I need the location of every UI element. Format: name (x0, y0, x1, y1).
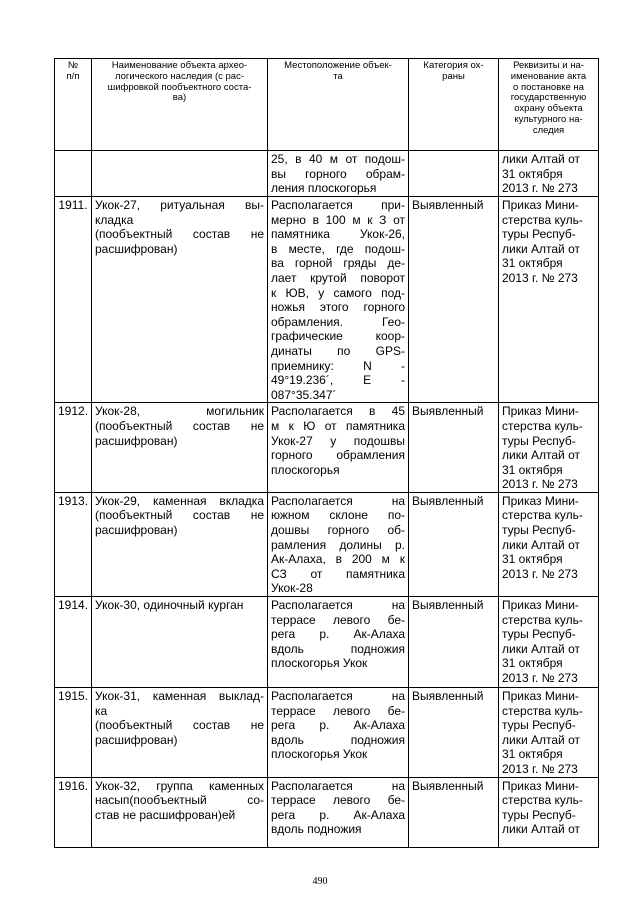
text-line: Укок-31, каменная выклад- (95, 689, 264, 704)
text-line: 31 октября (502, 462, 563, 477)
text-line: охрану объекта (514, 103, 583, 115)
row-number: 1913. (55, 492, 92, 596)
text-line: 31 октября (502, 256, 563, 271)
text-line: ления плоскогорья (271, 181, 377, 196)
text-line: 2013 г. № 273 (502, 270, 578, 285)
act-details-cell (499, 197, 599, 403)
text-line: 2013 г. № 273 (502, 671, 578, 685)
text-line: Реквизиты и на- (513, 60, 584, 71)
table-row (55, 403, 599, 493)
text-line: в месте, где подош- (271, 241, 405, 256)
text-line: 2013 г. № 273 (502, 566, 578, 581)
text-line: Укок-28, могильник (95, 404, 264, 419)
text-line: Располагается при- (271, 198, 405, 212)
text-line: № (67, 60, 79, 71)
location-cell (268, 151, 409, 197)
page-number: 490 (312, 876, 328, 887)
text-line: горного обрамления (271, 448, 405, 463)
text-line: Укок-27, ритуальная вы- (95, 198, 264, 212)
text-line: Укок-32, группа каменных (95, 778, 264, 793)
text-line: дошвы горного об- (271, 523, 405, 538)
text-line: ножья этого горного (271, 300, 405, 315)
header-category (409, 59, 499, 151)
object-name-cell (92, 597, 268, 688)
text-line: туры Респуб- (502, 807, 576, 822)
text-line: п/п (66, 70, 80, 82)
table-row (55, 777, 599, 847)
text-line: расшифрован) (95, 732, 178, 747)
text-line: 31 октября (502, 656, 563, 671)
object-name-cell (92, 197, 268, 403)
text-line: Располагается на (271, 493, 405, 508)
text-line: раны (442, 70, 465, 82)
text-line: Ак-Алаха, в 200 м к (271, 552, 405, 567)
object-name-cell (92, 777, 268, 847)
text-line: Приказ Мини- (502, 404, 579, 419)
text-line: став не расшифрован)ей (95, 807, 236, 822)
text-line: ва горной гряды де- (271, 256, 405, 271)
object-name-cell (92, 151, 268, 197)
text-line: 2013 г. № 273 (502, 181, 578, 196)
text-line: вдоль подножия (271, 641, 405, 656)
text-line: Местоположение объек- (284, 60, 392, 71)
location-cell (268, 688, 409, 778)
text-line: туры Респуб- (502, 433, 576, 448)
text-line: туры Респуб- (502, 627, 576, 642)
category-cell (409, 151, 499, 197)
text-line: (пообъектный состав не (95, 718, 264, 733)
text-line: следия (532, 124, 565, 136)
text-line: 49°19.236´, E - (271, 373, 405, 388)
text-line: СЗ от памятника (271, 566, 405, 581)
text-line: 31 октября (502, 747, 563, 762)
text-line: Наименование объекта архео- (111, 60, 248, 71)
text-line: стерства куль- (502, 212, 583, 227)
text-line: государственную (510, 92, 587, 104)
text-line: стерства куль- (502, 418, 583, 433)
text-line: кладка (95, 212, 134, 227)
row-number (55, 151, 92, 197)
text-line: плоскогорья Укок (271, 656, 368, 671)
text-line: логического наследия (с рас- (115, 70, 244, 82)
row-number: 1912. (55, 403, 92, 493)
header-act-details (499, 59, 599, 151)
text-line: Укок-29, каменная вкладка (95, 493, 264, 508)
text-line: 31 октября (502, 166, 563, 181)
text-line: та (333, 70, 343, 82)
text-line: рамления долины р. (271, 537, 405, 552)
text-line: лики Алтай от (502, 152, 580, 166)
text-line: Приказ Мини- (502, 689, 579, 704)
text-line: памятника Укок-26, (271, 227, 405, 242)
text-line: стерства куль- (502, 508, 583, 523)
header-object-name (92, 59, 268, 151)
text-line: культурного на- (514, 113, 583, 125)
text-line: именование акта (510, 70, 587, 82)
category-cell: Выявленный (409, 688, 499, 778)
text-line: мерно в 100 м к З от (271, 212, 405, 227)
text-line: 087°35.347´ (271, 387, 337, 402)
category-cell: Выявленный (409, 777, 499, 847)
object-name-cell (92, 403, 268, 493)
text-line: стерства куль- (502, 793, 583, 808)
text-line: обрамления. Гео- (271, 314, 405, 329)
table-header-row (55, 59, 599, 151)
text-line: лики Алтай от (502, 641, 580, 656)
heritage-register-table (54, 58, 599, 848)
act-details-cell (499, 597, 599, 688)
act-details-cell (499, 492, 599, 596)
text-line: Располагается в 45 (271, 404, 405, 419)
text-line: м к Ю от памятника (271, 418, 405, 433)
table-row (55, 151, 599, 197)
header-location (268, 59, 409, 151)
text-line: графические коор- (271, 329, 405, 344)
object-name-cell (92, 492, 268, 596)
text-line: 2013 г. № 273 (502, 477, 578, 492)
object-name-cell (92, 688, 268, 778)
text-line: Укок-27 у подошвы (271, 433, 405, 448)
text-line: вдоль подножия (271, 822, 362, 837)
text-line: террасе левого бе- (271, 612, 405, 627)
text-line: Приказ Мини- (502, 493, 579, 508)
text-line: Укок-30, одиночный курган (95, 598, 244, 613)
table-row (55, 597, 599, 688)
text-line: о постановке на (513, 81, 584, 93)
text-line: плоскогорья (271, 462, 340, 477)
text-line: Укок-28 (271, 581, 313, 596)
text-line: южном склоне по- (271, 508, 405, 523)
text-line: ва) (172, 92, 187, 104)
text-line: Располагается на (271, 598, 405, 613)
text-line: (пообъектный состав не (95, 227, 264, 242)
text-line: террасе левого бе- (271, 703, 405, 718)
act-details-cell (499, 777, 599, 847)
text-line: к ЮВ, у самого под- (271, 285, 405, 300)
act-details-cell (499, 403, 599, 493)
text-line: приемнику: N - (271, 358, 405, 373)
category-cell: Выявленный (409, 597, 499, 688)
text-line: лает крутой поворот (271, 270, 405, 285)
text-line: лики Алтай от (502, 448, 580, 463)
text-line: (пообъектный состав не (95, 508, 264, 523)
text-line: Приказ Мини- (502, 198, 579, 212)
text-line: рега р. Ак-Алаха (271, 807, 405, 822)
table-row (55, 688, 599, 778)
header-number (55, 59, 92, 151)
text-line: лики Алтай от (502, 732, 580, 747)
act-details-cell (499, 151, 599, 197)
category-cell: Выявленный (409, 197, 499, 403)
row-number: 1914. (55, 597, 92, 688)
text-line: Приказ Мини- (502, 598, 579, 613)
text-line: (пообъектный состав не (95, 418, 264, 433)
text-line: Располагается на (271, 689, 405, 704)
text-line: динаты по GPS- (271, 343, 405, 358)
text-line: 2013 г. № 273 (502, 762, 578, 776)
text-line: лики Алтай от (502, 822, 580, 837)
text-line: Приказ Мини- (502, 778, 579, 793)
row-number: 1911. (55, 197, 92, 403)
category-cell: Выявленный (409, 492, 499, 596)
text-line: стерства куль- (502, 703, 583, 718)
location-cell (268, 597, 409, 688)
location-cell (268, 197, 409, 403)
text-line: вдоль подножия (271, 732, 405, 747)
location-cell (268, 492, 409, 596)
text-line: плоскогорья Укок (271, 747, 368, 762)
text-line: вы горного обрам- (271, 166, 405, 181)
text-line: Категория ох- (423, 60, 484, 71)
table-row (55, 492, 599, 596)
text-line: лики Алтай от (502, 537, 580, 552)
category-cell: Выявленный (409, 403, 499, 493)
table-row (55, 197, 599, 403)
text-line: туры Респуб- (502, 718, 576, 733)
text-line: рега р. Ак-Алаха (271, 718, 405, 733)
text-line: 25, в 40 м от подош- (271, 152, 405, 166)
location-cell (268, 403, 409, 493)
text-line: насып(пообъектный со- (95, 793, 264, 808)
text-line: расшифрован) (95, 433, 178, 448)
text-line: туры Респуб- (502, 523, 576, 538)
text-line: стерства куль- (502, 612, 583, 627)
text-line: шифровкой пообъектного соста- (107, 81, 252, 93)
text-line: Располагается на (271, 778, 405, 793)
text-line: расшифрован) (95, 241, 178, 256)
text-line: ка (95, 703, 108, 718)
text-line: террасе левого бе- (271, 793, 405, 808)
text-line: лики Алтай от (502, 241, 580, 256)
text-line: туры Респуб- (502, 227, 576, 242)
location-cell (268, 777, 409, 847)
text-line: 31 октября (502, 552, 563, 567)
text-line: расшифрован) (95, 523, 178, 538)
row-number: 1915. (55, 688, 92, 778)
act-details-cell (499, 688, 599, 778)
row-number: 1916. (55, 777, 92, 847)
text-line: рега р. Ак-Алаха (271, 627, 405, 642)
